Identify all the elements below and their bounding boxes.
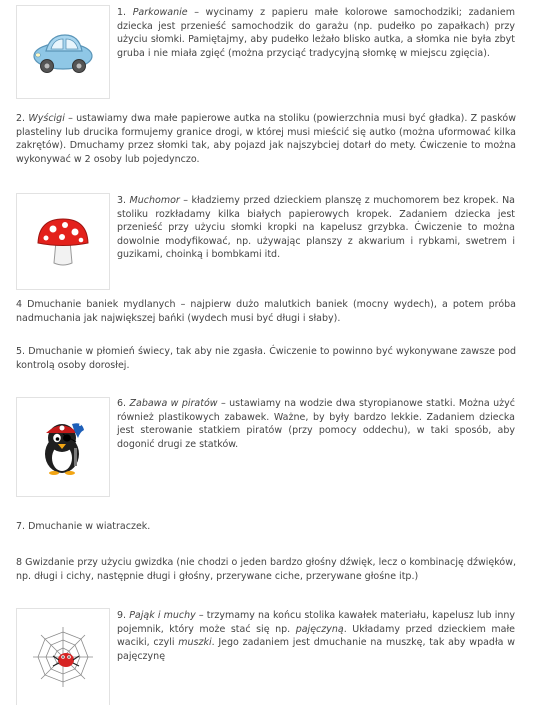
- item-7-text: 7. Dmuchanie w wiatraczek.: [16, 521, 151, 532]
- item-1-image: [16, 5, 110, 99]
- item-9-text: 9. Pająk i muchy – trzymamy na końcu stolika kawałek materiału, kapelusz lub inny pojemnik, który może stać się np. pajęczyną. Układamy przed dzieckiem małe waciki, czyli muszki. Jego zadaniem jest dmuchanie na muszkę, tak aby wpadła w pajęczynę: [117, 610, 516, 662]
- item-3-text: 3. Muchomor – kładziemy przed dzieckiem planszę z muchomorem bez kropek. Na stoliku rozkładamy kilka białych papierowych kropek. Zadaniem dziecka jest przenieść przy użyciu słomki kropki na kapelusz grzybka. Ćwiczenie to można dowolnie modyfikować, np. używając planszy z akwarium i rybkami, swetrem i guzikami, choinką i bombkami itd.: [117, 195, 515, 260]
- item-2-title: Wyścigi: [28, 113, 65, 124]
- item-2-text: 2. Wyścigi – ustawiamy dwa małe papierowe autka na stoliku (powierzchnia musi być gładka). Z pasków plasteliny lub drucika formujemy granice drogi, w której musi mieścić się autko (można uformować kilka zakrętów). Dmuchamy przez słomki tak, aby pojazd jak najszybciej dotarł do mety. Ćwiczenie to można wykonywać w 2 osoby lub pojedynczo.: [16, 113, 516, 165]
- spider-web-icon: [30, 624, 96, 690]
- item-5-text: 5. Dmuchanie w płomień świecy, tak aby nie zgasła. Ćwiczenie to powinno być wykonywane zawsze pod kontrolą osoby dorosłej.: [16, 346, 516, 371]
- item-3-title: Muchomor: [129, 195, 180, 206]
- item-9-title: Pająk i muchy: [129, 610, 196, 621]
- item-3-image: [16, 193, 110, 290]
- pirate-penguin-icon: [32, 416, 94, 478]
- item-1-text: 1. Parkowanie – wycinamy z papieru małe kolorowe samochodziki; zadaniem dziecka jest przenieść samochodzik do garażu (np. pudełko po zapałkach) przy użyciu słomki. Pamiętajmy, aby pudełko leżało blisko autka, a słomka nie była zbyt gruba i nie miała zgięć (można przyciąć tradycyjną słomkę w miejscu zgięcia).: [117, 7, 515, 59]
- mushroom-icon: [35, 214, 91, 270]
- toy-car-icon: [31, 29, 95, 75]
- item-9-image: [16, 608, 110, 705]
- item-6-image: [16, 397, 110, 497]
- item-4-text: 4 Dmuchanie baniek mydlanych – najpierw dużo malutkich baniek (mocny wydech), a potem próba nadmuchania jak największej bańki (wydech musi być długi i słaby).: [16, 299, 516, 324]
- item-6-title: Zabawa w piratów: [129, 398, 218, 409]
- item-6-text: 6. Zabawa w piratów – ustawiamy na wodzie dwa styropianowe statki. Można użyć również plastikowych zabawek. Ważne, by były bardzo lekkie. Zadaniem dziecka jest sterowanie statkiem piratów (przy pomocy oddechu), w taki sposób, aby dogonić drugi ze statków.: [117, 398, 515, 450]
- item-1-title: Parkowanie: [132, 7, 188, 18]
- item-8-text: 8 Gwizdanie przy użyciu gwizdka (nie chodzi o jeden bardzo głośny dźwięk, lecz o kombinację dźwięków, np. długi i cichy, następnie długi i głośny, przerywane ciche, przerywane głośne itp.): [16, 557, 516, 582]
